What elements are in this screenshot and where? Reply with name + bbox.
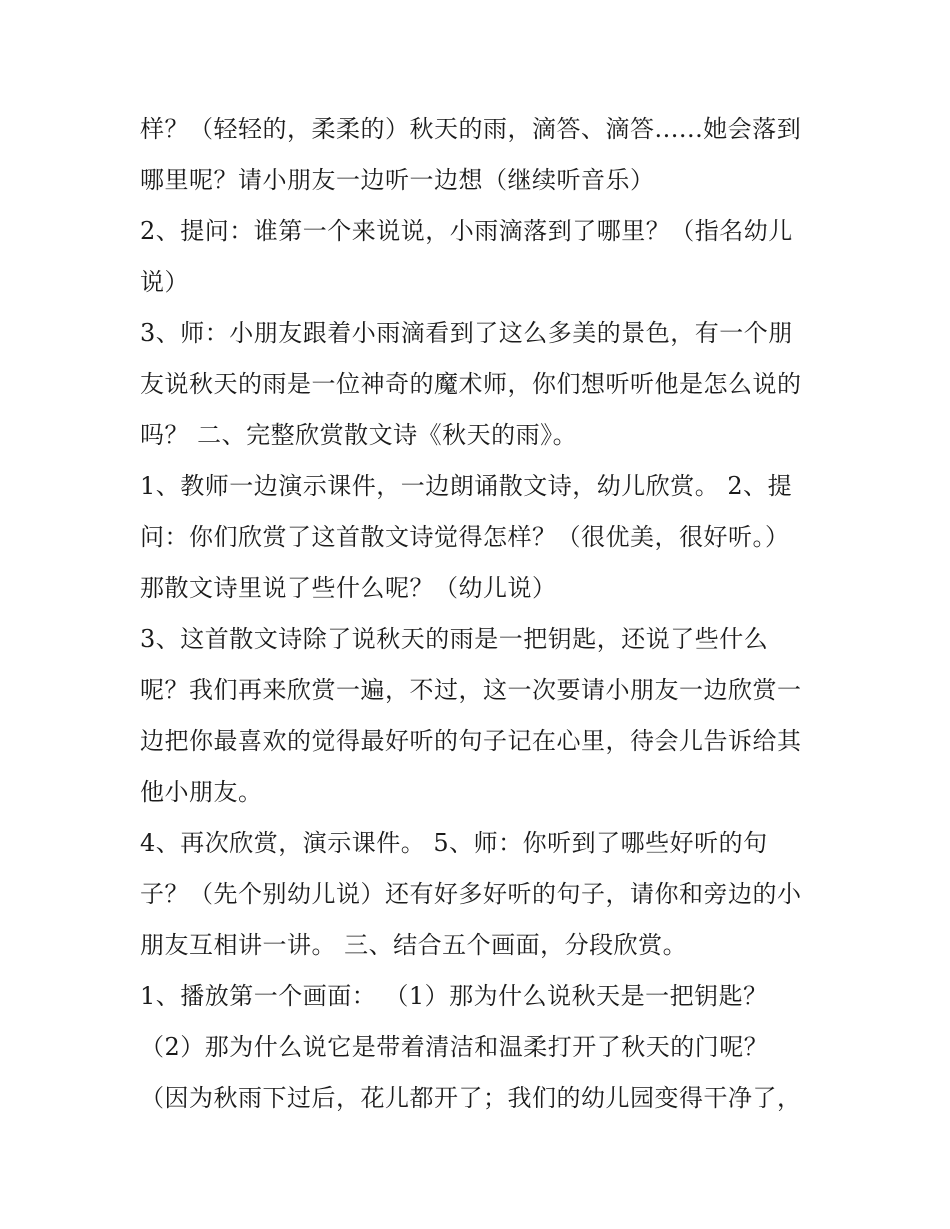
- text-line-19: （2）那为什么说它是带着清洁和温柔打开了秋天的门呢？: [140, 1033, 769, 1061]
- text-line-13: 边把你最喜欢的觉得最好听的句子记在心里，待会儿告诉给其: [140, 727, 802, 755]
- text-line-17: 朋友互相讲一讲。 三、结合五个画面，分段欣赏。: [140, 931, 688, 959]
- text-line-6: 友说秋天的雨是一位神奇的魔术师，你们想听听他是怎么说的: [140, 370, 802, 398]
- text-line-14: 他小朋友。: [140, 778, 263, 806]
- text-line-20: （因为秋雨下过后，花儿都开了；我们的幼儿园变得干净了，: [140, 1084, 802, 1112]
- text-line-9: 问：你们欣赏了这首散文诗觉得怎样？（很优美，很好听。）: [140, 523, 790, 551]
- text-line-15: 4、再次欣赏，演示课件。 5、师：你听到了哪些好听的句: [140, 829, 768, 857]
- text-line-18: 1、播放第一个画面： （1）那为什么说秋天是一把钥匙？: [140, 982, 768, 1010]
- text-line-4: 说）: [140, 268, 189, 296]
- text-line-7: 吗？ 二、完整欣赏散文诗《秋天的雨》。: [140, 421, 578, 449]
- text-line-3: 2、提问：谁第一个来说说，小雨滴落到了哪里？（指名幼儿: [140, 217, 793, 245]
- text-line-11: 3、这首散文诗除了说秋天的雨是一把钥匙，还说了些什么: [140, 625, 769, 653]
- text-line-2: 哪里呢？请小朋友一边听一边想（继续听音乐）: [140, 166, 655, 194]
- text-line-12: 呢？我们再来欣赏一遍，不过，这一次要请小朋友一边欣赏一: [140, 676, 802, 704]
- text-line-5: 3、师：小朋友跟着小雨滴看到了这么多美的景色，有一个朋: [140, 319, 793, 347]
- text-line-8: 1、教师一边演示课件，一边朗诵散文诗，幼儿欣赏。 2、提: [140, 472, 793, 500]
- text-line-1: 样？（轻轻的，柔柔的）秋天的雨，滴答、滴答......她会落到: [140, 115, 802, 143]
- text-line-10: 那散文诗里说了些什么呢？（幼儿说）: [140, 574, 557, 602]
- text-line-16: 子？（先个别幼儿说）还有好多好听的句子，请你和旁边的小: [140, 880, 802, 908]
